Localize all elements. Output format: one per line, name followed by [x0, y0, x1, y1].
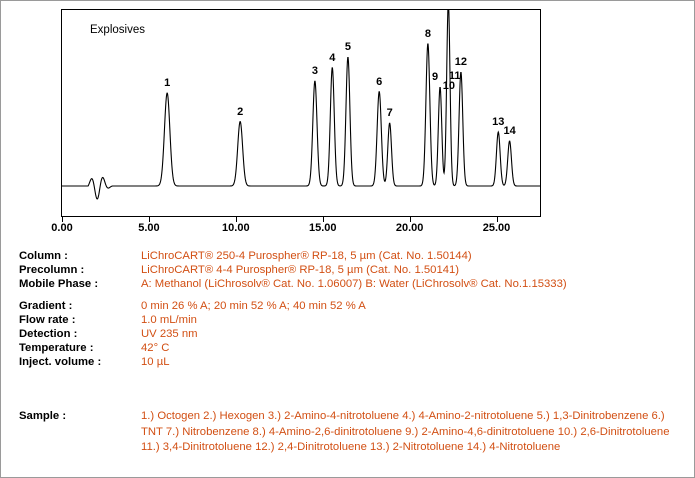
x-axis — [51, 217, 541, 243]
spec-row — [19, 327, 679, 341]
spec-row — [19, 313, 679, 327]
x-tick-label: 10.00 — [222, 222, 250, 234]
specifications-table — [19, 249, 679, 370]
sample-row — [19, 409, 679, 456]
spec-row — [19, 249, 679, 263]
spec-row — [19, 341, 679, 355]
chromatogram-chart — [51, 9, 541, 234]
peak-label: 11 — [448, 69, 461, 82]
spec-value: A: Methanol (LiChrosolv® Cat. No. 1.06007) B: Water (LiChrosolv® Cat. No.1.15333) — [141, 278, 567, 291]
peak-label: 13 — [492, 116, 505, 128]
x-tick-label: 0.00 — [51, 222, 73, 234]
spec-label: Detection : — [19, 328, 78, 341]
peak-label: 3 — [311, 65, 318, 77]
peak-label: 4 — [329, 51, 336, 64]
spec-value: 1.0 mL/min — [141, 313, 197, 326]
peak-label: 12 — [454, 56, 468, 68]
spec-row — [19, 299, 679, 313]
chromatogram-trace — [62, 10, 540, 216]
plot-area — [61, 9, 541, 217]
spec-row — [19, 355, 679, 369]
spec-label: Gradient : — [19, 299, 73, 312]
sample-label: Sample : — [19, 410, 67, 422]
peak-label: 6 — [376, 75, 383, 88]
spec-label: Column : — [19, 250, 68, 262]
spec-label: Mobile Phase : — [19, 278, 99, 291]
chart-title: Explosives — [90, 24, 145, 36]
x-tick-label: 15.00 — [308, 222, 337, 234]
peak-label: 2 — [237, 105, 244, 118]
spec-label: Temperature : — [19, 342, 94, 355]
peak-label: 14 — [503, 125, 516, 137]
sample-value: 1.) Octogen 2.) Hexogen 3.) 2-Amino-4-nitrotoluene 4.) 4-Amino-2-nitrotoluene 5.) 1,3-Dinitrobenzene 6.) TNT 7.) Nitrobenzene 8.) 4-Amino-2,6-dinitrotoluene 9.) 2-Amino-4,6-dinitrotoluene 10.) 2,6-Dinitrotoluene 11.) 3,4-Dinitrotoluene 12.) 2,4-Dinitrotoluene 13.) 2-Nitrotoluene 14.) 4-Nitrotoluene — [141, 410, 670, 453]
x-tick-label: 25.00 — [482, 222, 511, 234]
spec-value: LiChroCART® 4-4 Purospher® RP-18, 5 µm (Cat. No. 1.50141) — [141, 264, 460, 277]
spec-label: Flow rate : — [19, 313, 76, 326]
spec-value: 42° C — [141, 342, 170, 355]
peak-label: 1 — [164, 77, 171, 89]
spec-label: Inject. volume : — [19, 356, 102, 369]
peak-label: 9 — [431, 71, 439, 83]
spec-row — [19, 263, 679, 277]
spec-label: Precolumn : — [19, 264, 85, 277]
spec-row — [19, 277, 679, 291]
peak-label: 5 — [344, 41, 351, 53]
x-tick-label: 5.00 — [138, 222, 160, 234]
peak-label: 7 — [386, 107, 393, 119]
spec-value: LiChroCART® 250-4 Purospher® RP-18, 5 µm (Cat. No. 1.50144) — [141, 250, 472, 262]
spec-value: 0 min 26 % A; 20 min 52 % A; 40 min 52 % A — [141, 299, 366, 312]
spec-value: 10 µL — [141, 356, 170, 369]
spec-value: UV 235 nm — [141, 328, 198, 341]
peak-label: 8 — [424, 27, 431, 40]
peak-label: 10 — [442, 80, 455, 92]
x-tick-label: 20.00 — [395, 222, 424, 234]
